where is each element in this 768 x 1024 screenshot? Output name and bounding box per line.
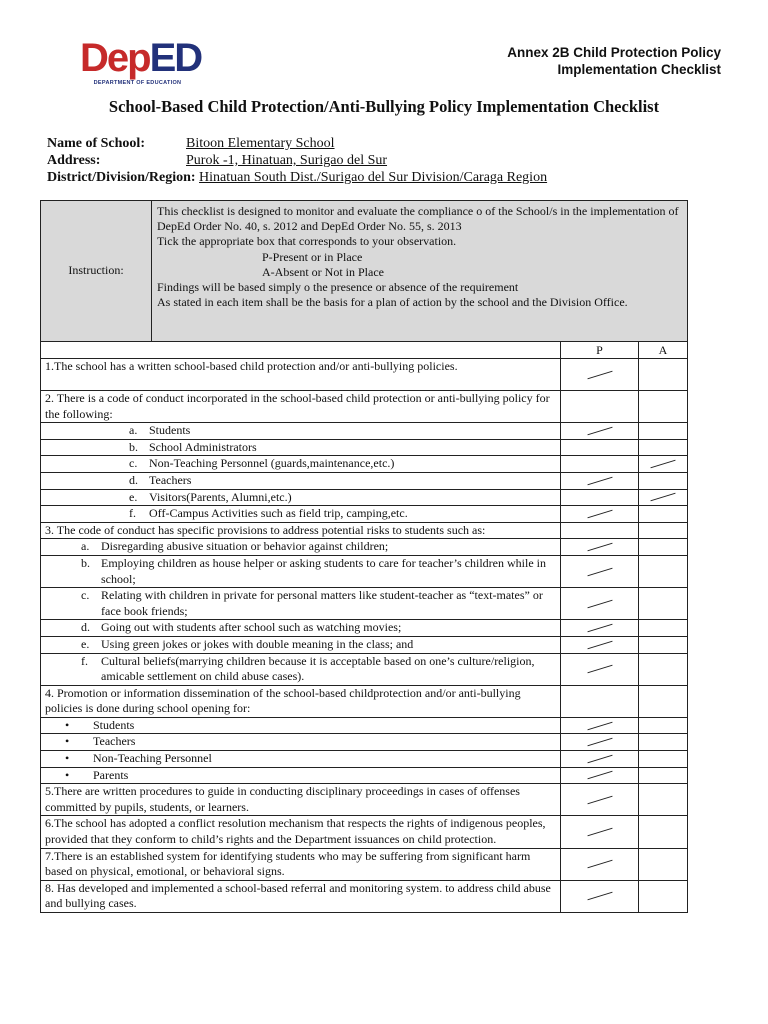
check-mark-icon	[587, 796, 612, 805]
absent-checkbox[interactable]	[639, 816, 688, 848]
checklist-row: 5.There are written procedures to guide in conducting disciplinary proceedings in cases of offenses committed by pupils, students, or learners.	[41, 784, 688, 816]
checklist-row: 7.There is an established system for identifying students who may be suffering from significant harm based on physical, emotional, or behavioral signs.	[41, 848, 688, 880]
absent-checkbox[interactable]	[639, 391, 688, 423]
checklist-row: 1.The school has a written school-based child protection and/or anti-bullying policies.	[41, 359, 688, 391]
absent-checkbox[interactable]	[639, 456, 688, 473]
checklist-row: c. Relating with children in private for personal matters like student-teacher as “text-mates” or face book friends;	[41, 588, 688, 620]
instruction-label: Instruction:	[41, 201, 152, 342]
present-checkbox[interactable]	[561, 784, 639, 816]
present-checkbox[interactable]	[561, 636, 639, 653]
absent-checkbox[interactable]	[639, 653, 688, 685]
present-checkbox[interactable]	[561, 506, 639, 523]
checklist-row: 8. Has developed and implemented a school-based referral and monitoring system. to address child abuse and bullying cases.	[41, 880, 688, 912]
check-mark-icon	[587, 510, 612, 519]
checklist-row: • Teachers	[41, 734, 688, 751]
checklist-row: d. Teachers	[41, 472, 688, 489]
checklist-row: a. Students	[41, 423, 688, 440]
absent-checkbox[interactable]	[639, 734, 688, 751]
checklist-row: 2. There is a code of conduct incorporated in the school-based child protection or anti-bullying policy for the following:	[41, 391, 688, 423]
present-checkbox[interactable]	[561, 439, 639, 456]
absent-checkbox[interactable]	[639, 506, 688, 523]
present-checkbox[interactable]	[561, 880, 639, 912]
instruction-text: This checklist is designed to monitor and evaluate the compliance o of the School/s in the implementation of DepEd Order No. 40, s. 2012 and DepEd Order No. 55, s. 2013 Tick the appropriate box that corresponds to your observation. P-Present or in Place A-Absent or Not in Place Findings will be based simply o the presence or absence of the requirement As stated in each item shall be the basis for a plan of action by the school and the Division Office.	[152, 201, 688, 342]
absent-checkbox[interactable]	[639, 539, 688, 556]
deped-logo-subtitle: DEPARTMENT OF EDUCATION	[93, 80, 182, 86]
check-mark-icon	[587, 640, 612, 649]
checklist-table	[40, 200, 688, 913]
check-mark-icon	[587, 665, 612, 674]
absent-checkbox[interactable]	[639, 439, 688, 456]
check-mark-icon	[587, 721, 612, 730]
check-mark-icon	[650, 460, 675, 469]
check-mark-icon	[587, 543, 612, 552]
check-mark-icon	[587, 427, 612, 436]
absent-checkbox[interactable]	[639, 685, 688, 717]
checklist-row: 6.The school has adopted a conflict resolution mechanism that respects the rights of indigenous peoples, provided that they conform to child’s rights and the Department issuances on child protection.	[41, 816, 688, 848]
present-checkbox[interactable]	[561, 522, 639, 539]
absent-checkbox[interactable]	[639, 717, 688, 734]
present-checkbox[interactable]	[561, 734, 639, 751]
absent-checkbox[interactable]	[639, 880, 688, 912]
check-mark-icon	[587, 738, 612, 747]
check-mark-icon	[587, 370, 612, 379]
checklist-row: • Non-Teaching Personnel	[41, 751, 688, 768]
checklist-row: f. Off-Campus Activities such as field trip, camping,etc.	[41, 506, 688, 523]
column-present: P	[561, 342, 639, 359]
checklist-row: d. Going out with students after school such as watching movies;	[41, 620, 688, 637]
present-checkbox[interactable]	[561, 751, 639, 768]
checklist-row: f. Cultural beliefs(marrying children because it is acceptable based on one’s culture/religion, amicable settlement on child abuse cases).	[41, 653, 688, 685]
check-mark-icon	[587, 755, 612, 764]
checklist-row: b. School Administrators	[41, 439, 688, 456]
present-checkbox[interactable]	[561, 555, 639, 587]
absent-checkbox[interactable]	[639, 423, 688, 440]
present-checkbox[interactable]	[561, 620, 639, 637]
present-checkbox[interactable]	[561, 423, 639, 440]
present-checkbox[interactable]	[561, 359, 639, 391]
present-checkbox[interactable]	[561, 489, 639, 506]
absent-checkbox[interactable]	[639, 359, 688, 391]
absent-checkbox[interactable]	[639, 489, 688, 506]
check-mark-icon	[587, 599, 612, 608]
present-checkbox[interactable]	[561, 653, 639, 685]
school-district: Hinatuan South Dist./Surigao del Sur Division/Caraga Region	[199, 170, 548, 185]
checklist-row: c. Non-Teaching Personnel (guards,maintenance,etc.)	[41, 456, 688, 473]
check-mark-icon	[650, 493, 675, 502]
absent-checkbox[interactable]	[639, 555, 688, 587]
school-name: Bitoon Elementary School	[186, 136, 335, 151]
absent-checkbox[interactable]	[639, 588, 688, 620]
document-title: School-Based Child Protection/Anti-Bullying Policy Implementation Checklist	[108, 97, 660, 116]
checklist-row: 4. Promotion or information dissemination of the school-based childprotection and/or anti-bullying policies is done during school opening for:	[41, 685, 688, 717]
check-mark-icon	[587, 476, 612, 485]
instruction-row	[41, 201, 688, 342]
absent-checkbox[interactable]	[639, 848, 688, 880]
deped-logo-text: DepED	[80, 36, 202, 80]
column-header-row	[41, 342, 688, 359]
present-checkbox[interactable]	[561, 456, 639, 473]
checklist-row: 3. The code of conduct has specific provisions to address potential risks to students such as:	[41, 522, 688, 539]
absent-checkbox[interactable]	[639, 784, 688, 816]
check-mark-icon	[587, 892, 612, 901]
check-mark-icon	[587, 828, 612, 837]
present-checkbox[interactable]	[561, 767, 639, 784]
absent-checkbox[interactable]	[639, 767, 688, 784]
deped-logo	[78, 32, 202, 88]
annex-line-1: Annex 2B Child Protection Policy	[507, 45, 721, 60]
check-mark-icon	[587, 771, 612, 780]
present-checkbox[interactable]	[561, 588, 639, 620]
absent-checkbox[interactable]	[639, 636, 688, 653]
present-checkbox[interactable]	[561, 391, 639, 423]
checklist-row: a. Disregarding abusive situation or behavior against children;	[41, 539, 688, 556]
present-checkbox[interactable]	[561, 848, 639, 880]
column-absent: A	[639, 342, 688, 359]
checklist-row: • Parents	[41, 767, 688, 784]
checklist-row: e. Using green jokes or jokes with double meaning in the class; and	[41, 636, 688, 653]
absent-checkbox[interactable]	[639, 472, 688, 489]
check-mark-icon	[587, 860, 612, 869]
absent-checkbox[interactable]	[639, 751, 688, 768]
school-name-row: Name of School: Bitoon Elementary School	[47, 136, 335, 151]
check-mark-icon	[587, 624, 612, 633]
present-checkbox[interactable]	[561, 816, 639, 848]
checklist-row: • Students	[41, 717, 688, 734]
address-row: Address: Purok -1, Hinatuan, Surigao del Sur	[47, 153, 388, 168]
absent-checkbox[interactable]	[639, 522, 688, 539]
annex-line-2: Implementation Checklist	[557, 62, 721, 77]
school-address: Purok -1, Hinatuan, Surigao del Sur	[186, 153, 388, 168]
absent-checkbox[interactable]	[639, 620, 688, 637]
present-checkbox[interactable]	[561, 539, 639, 556]
present-checkbox[interactable]	[561, 472, 639, 489]
annex-header	[507, 44, 721, 78]
check-mark-icon	[587, 567, 612, 576]
checklist-row: b. Employing children as house helper or asking students to care for teacher’s children while in school;	[41, 555, 688, 587]
present-checkbox[interactable]	[561, 685, 639, 717]
district-row: District/Division/Region: Hinatuan South Dist./Surigao del Sur Division/Caraga Region	[47, 170, 548, 185]
checklist-row: e. Visitors(Parents, Alumni,etc.)	[41, 489, 688, 506]
present-checkbox[interactable]	[561, 717, 639, 734]
